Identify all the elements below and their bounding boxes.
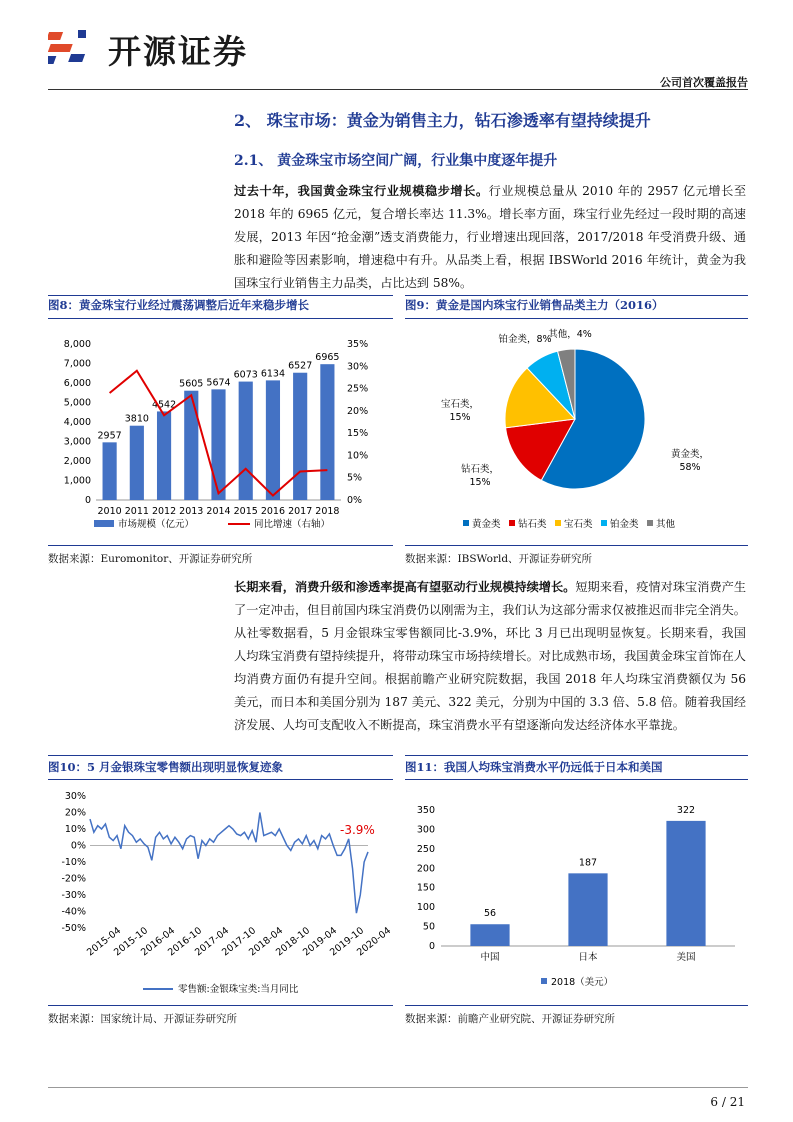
fig11-ytick-label: 50 [422,921,435,933]
paragraph-2-body: 短期来看，疫情对珠宝消费产生了一定冲击，但目前国内珠宝消费仍以刚需为主，我们认为这部分需求仅被推迟而非完全消失。从社零数据看，5 月金银珠宝零售额同比-3.9%，环比 3 月已出现明显恢复。长期来看，我国人均珠宝消费有望持续提升，将带动珠宝市场持续增长。对比成熟市场，我国黄金珠宝首饰在人均消费方面仍有提升空间。根据前瞻产业研究院数据，我国 2018 年人均珠宝消费额仅为 56 美元，而日本和美国分别为 187 美元、322 美元，分别为中国的 3.3 倍、5.8 倍。随着我国经济发展、人均可支配收入不断提高，珠宝消费水平有望逐渐向发达经济体水平靠拢。 [234,580,747,732]
fig9-legend-label: 铂金类 [610,519,639,530]
fig8-y2tick-label: 10% [347,450,369,462]
fig10-xtick-label: 2016-04 [139,925,178,959]
fig8-data-label: 6134 [260,368,286,380]
fig11-ytick-label: 200 [416,863,435,875]
fig10-ytick-label: 0% [70,840,86,852]
fig10-xtick-label: 2019-04 [301,925,340,959]
fig10-xtick-label: 2018-10 [274,925,313,959]
fig10-title-rule [48,779,393,780]
fig10-ytick-label: -10% [61,857,86,868]
fig10-top-rule [48,755,393,756]
fig10-ytick-label: -50% [61,923,86,934]
fig8-xtick-label: 2016 [260,506,286,517]
footer-divider [48,1087,748,1088]
fig8-xtick-label: 2018 [315,506,340,517]
fig11-ytick-label: 300 [416,824,435,836]
fig9-title: 图9：黄金是国内珠宝行业销售品类主力（2016） [405,298,664,312]
section-title: 2、 珠宝市场：黄金为销售主力，钻石渗透率有望持续提升 [234,111,651,130]
fig8-ytick-label: 2,000 [63,456,91,467]
fig8-data-label: 4542 [151,399,177,411]
fig9-slice-label: 其他，4% [548,329,592,340]
fig11-legend-swatch [541,978,547,984]
fig8-y2tick-label: 20% [347,405,369,417]
fig8-bar [293,373,307,500]
fig8-ytick-label: 5,000 [63,397,91,409]
fig9-legend-swatch [601,520,607,526]
fig9-slice-label: 宝石类， [440,399,480,410]
fig8-bar [266,380,280,500]
paragraph-2 [234,576,746,737]
paragraph-1 [234,180,746,295]
fig8-ytick-label: 1,000 [63,475,91,487]
fig8-bottom-rule [48,545,393,546]
fig8-y2tick-label: 35% [347,339,369,350]
fig8-bar [130,426,144,500]
fig8-bar [320,364,334,500]
fig10-xtick-label: 2020-04 [355,925,393,959]
fig10-bottom-rule [48,1005,393,1006]
subsection-title: 2.1、 黄金珠宝市场空间广阔，行业集中度逐年提升 [234,153,558,169]
fig11-ytick-label: 350 [416,805,435,816]
fig10-annotation: -3.9% [340,823,375,837]
fig9-slice-label: 黄金类， [670,449,710,460]
fig8-xtick-label: 2015 [233,506,258,517]
fig9-legend-label: 黄金类 [472,519,501,530]
fig10-xtick-label: 2017-10 [220,925,259,959]
fig10-legend-label: 零售额:金银珠宝类:当月同比 [178,984,299,995]
fig8-chart [48,322,393,544]
fig9-slice-value: 58% [679,462,701,473]
fig9-source: 数据来源：IBSWorld、开源证券研究所 [405,553,593,565]
fig11-ytick-label: 250 [416,843,435,855]
fig10-chart [48,784,393,1002]
fig9-bottom-rule [405,545,748,546]
fig8-title: 图8：黄金珠宝行业经过震荡调整后近年来稳步增长 [48,298,309,312]
fig10-ytick-label: 20% [64,807,86,819]
fig8-ytick-label: 6,000 [63,378,91,389]
fig8-ytick-label: 8,000 [63,339,91,350]
fig10-xtick-label: 2016-10 [166,925,205,959]
paragraph-1-body: 行业规模总量从 2010 年的 2957 亿元增长至 2018 年的 6965 亿元，复合增长率达 11.3%。增长率方面，珠宝行业先经过一段时期的高速发展，2013 年因“抢金潮”透支消费能力，行业增速出现回落，2017/2018 年受消费升级、通胀和避险等因素影响，增速稳中有升。从品类上看，根据 IBSWorld 2016 年统计，黄金为我国珠宝行业销售主力品类，占比达到 58%。 [234,184,747,290]
fig8-legend-bar-swatch [94,520,114,527]
fig9-legend-swatch [555,520,561,526]
header-divider [48,89,748,90]
page-number: 6 / 21 [710,1095,745,1109]
fig11-bar [470,924,509,946]
fig11-data-label: 322 [676,804,696,816]
fig8-xtick-label: 2017 [288,506,313,517]
fig8-top-rule [48,295,393,296]
fig10-ytick-label: 30% [64,791,86,802]
fig8-data-label: 5674 [206,377,231,389]
fig8-legend-line-label: 同比增速（右轴） [254,519,331,530]
fig11-title: 图11：我国人均珠宝消费水平仍远低于日本和美国 [405,760,663,774]
fig11-title-rule [405,779,748,780]
fig8-data-label: 5605 [179,378,204,390]
paragraph-1-lead: 过去十年，我国黄金珠宝行业规模稳步增长。 [234,184,489,198]
fig11-legend-label: 2018（美元） [551,977,614,988]
fig8-data-label: 6073 [233,369,258,381]
fig8-source: 数据来源：Euromonitor、开源证券研究所 [48,553,253,565]
fig8-ytick-label: 7,000 [63,358,91,370]
fig8-xtick-label: 2010 [97,506,122,517]
fig11-ytick-label: 0 [428,941,435,952]
fig8-y2tick-label: 0% [347,495,363,506]
fig8-bar [239,382,253,500]
fig11-data-label: 187 [578,857,598,869]
fig8-xtick-label: 2012 [151,506,177,517]
fig9-legend-label: 钻石类 [518,519,547,530]
fig8-y2tick-label: 30% [347,361,369,373]
fig10-source: 数据来源：国家统计局、开源证券研究所 [48,1013,237,1025]
fig9-top-rule [405,295,748,296]
fig8-bar [211,389,225,500]
report-type: 公司首次覆盖报告 [660,76,748,89]
fig8-y2tick-label: 5% [347,472,363,484]
fig9-slice-value: 15% [469,477,491,488]
fig10-title: 图10：5 月金银珠宝零售额出现明显恢复迹象 [48,760,284,774]
fig9-legend-label: 宝石类 [564,519,593,530]
paragraph-2-lead: 长期来看，消费升级和渗透率提高有望驱动行业规模持续增长。 [234,580,576,594]
fig11-bottom-rule [405,1005,748,1006]
fig8-ytick-label: 3,000 [63,436,91,448]
fig11-top-rule [405,755,748,756]
fig8-y2tick-label: 25% [347,383,369,395]
fig10-xtick-label: 2019-10 [328,925,367,959]
fig11-chart [405,784,748,1002]
fig11-xtick-label: 美国 [676,952,696,963]
fig8-bar [103,442,117,500]
fig8-data-label: 3810 [124,413,149,425]
fig10-xtick-label: 2018-04 [247,925,286,959]
fig8-bar [157,411,171,500]
fig11-bar [666,821,705,946]
fig9-slice-label: 铂金类，8% [498,334,552,345]
fig9-legend-swatch [463,520,469,526]
fig8-legend-bar-label: 市场规模（亿元） [118,519,195,530]
fig11-source: 数据来源：前瞻产业研究院、开源证券研究所 [405,1013,615,1025]
fig8-xtick-label: 2011 [124,506,149,517]
fig9-legend-swatch [647,520,653,526]
fig8-xtick-label: 2013 [179,506,204,517]
logo-text: 开源证券 [108,32,248,71]
fig9-legend-swatch [509,520,515,526]
fig10-xtick-label: 2015-10 [112,925,151,959]
fig8-data-label: 6527 [288,360,313,372]
fig10-ytick-label: -40% [61,906,86,918]
fig9-chart [405,322,748,544]
fig11-xtick-label: 日本 [578,952,598,963]
fig10-ytick-label: -20% [61,873,86,885]
fig9-slice-value: 15% [449,412,471,423]
fig11-ytick-label: 150 [416,882,435,894]
fig8-data-label: 6965 [315,352,340,364]
logo-icon [48,24,104,68]
fig9-slice-label: 钻石类， [460,464,500,475]
fig11-bar [568,873,607,946]
fig8-ytick-label: 0 [84,495,91,506]
fig10-xtick-label: 2015-04 [85,925,124,959]
fig8-title-rule [48,318,393,319]
fig8-bar [184,391,198,500]
fig8-y2tick-label: 15% [347,428,369,440]
fig8-data-label: 2957 [97,430,122,442]
fig9-legend-label: 其他 [656,519,676,530]
fig8-xtick-label: 2014 [206,506,231,517]
fig10-series-line [90,813,368,914]
fig11-ytick-label: 100 [416,902,435,914]
fig9-title-rule [405,318,748,319]
fig10-xtick-label: 2017-04 [193,925,232,959]
fig8-ytick-label: 4,000 [63,417,91,428]
fig11-xtick-label: 中国 [480,952,500,963]
fig10-ytick-label: -30% [61,890,86,901]
logo [48,24,104,68]
fig11-data-label: 56 [483,908,497,920]
fig10-ytick-label: 10% [64,824,86,835]
